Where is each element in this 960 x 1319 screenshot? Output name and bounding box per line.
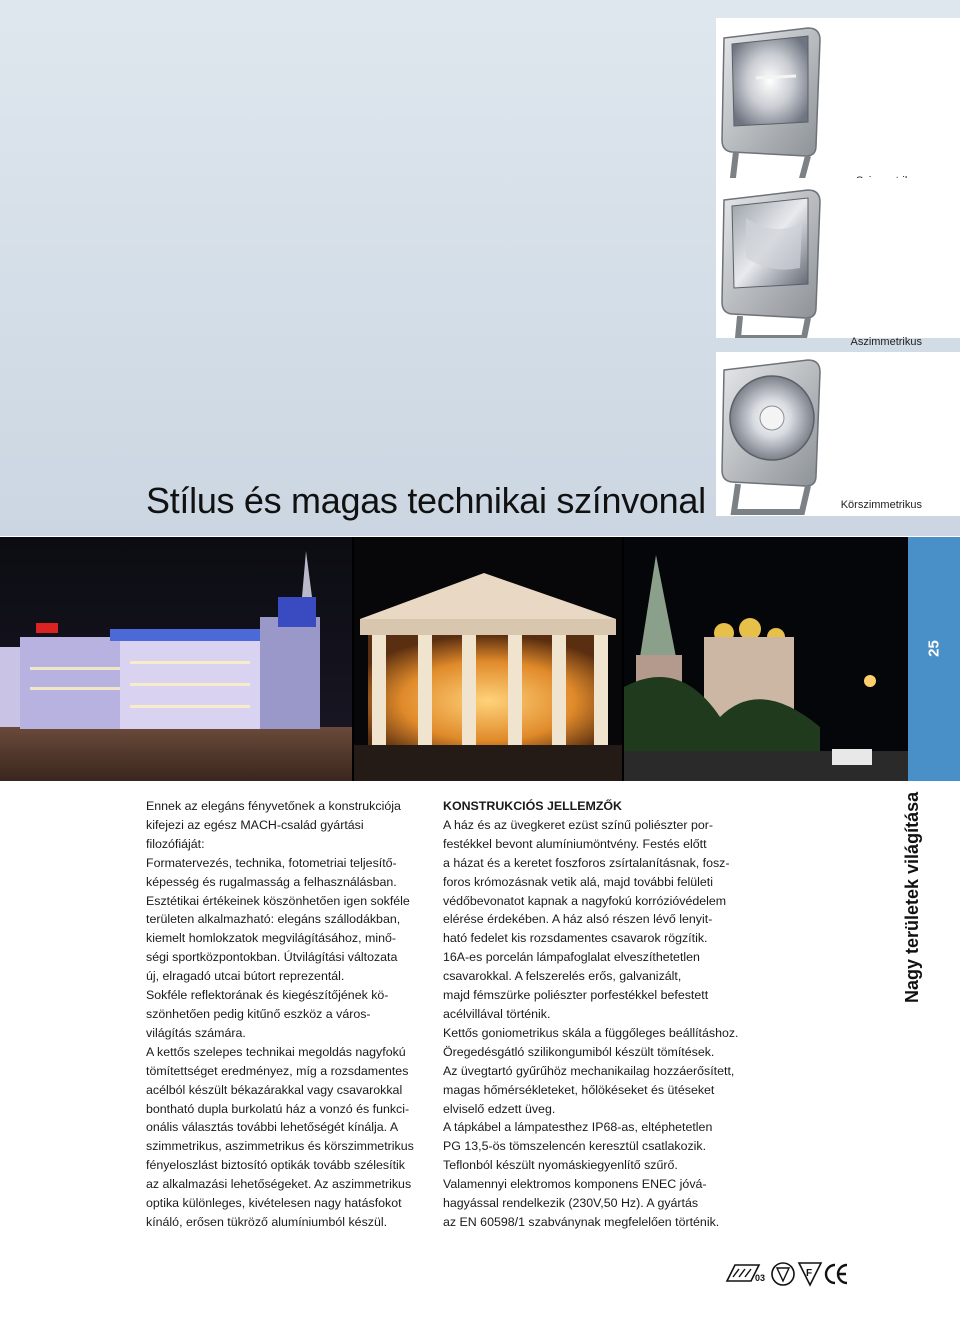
night-theatre-photo bbox=[354, 537, 622, 781]
certification-marks bbox=[725, 1259, 850, 1289]
page-number: 25 bbox=[925, 640, 943, 657]
floodlight-asymmetric-icon bbox=[716, 178, 960, 338]
side-title: Nagy területek világítása bbox=[902, 791, 922, 1003]
left-column bbox=[146, 797, 446, 1232]
svg-text:F: F bbox=[806, 1268, 813, 1279]
ce-mark-icon bbox=[826, 1265, 847, 1283]
left-column-text: Ennek az elegáns fényvetőnek a konstrukciója kifejezi az egész MACH-család gyártási filozófiáját: Formatervezés, technika, fotometriai teljesítő- képesség és rugalmasság a felhasználásban. Esztétikai értékeinek köszönhetően igen sokféle területen alkalmazható: elegáns szállodákban, kiemelt homlokzatok megvilágításához, minő- ségi sportközpontokban. Útvilágítási változata új, elragadó utcai bútort reprezentál. Sokféle reflektorának és kiegészítőjének kö- szönhetően pedig kitűnő eszköz a város- világítás számára. A kettős szelepes technikai megoldás nagyfokú tömítettséget eredményez, míg a rozsdamentes acélból készült békazárakkal vagy csavarokkal bontható dupla burkolatú ház a vonzó és funkci- onális választás további lehetőségét kínálja. A szimmetrikus, aszimmetrikus és körszimmetrikus fényeloszlást biztosító optikák tovább szélesítik az alkalmazási lehetőségeket. Az aszimmetrikus optika különleges, kivételesen nagy hatásfokot kínáló, erősen tükröző alumíniumból készül. bbox=[146, 799, 414, 1229]
f-mark-icon bbox=[799, 1263, 821, 1285]
product-circular bbox=[716, 352, 960, 516]
ip-mark-icon bbox=[772, 1263, 794, 1285]
enec-number: 03 bbox=[755, 1273, 766, 1283]
enec-mark-icon bbox=[727, 1265, 765, 1283]
product-label-circular: Körszimmetrikus bbox=[840, 499, 922, 511]
floodlight-symmetric-icon bbox=[716, 18, 960, 178]
product-label-asymmetric: Aszimmetrikus bbox=[850, 336, 922, 348]
night-building-photo bbox=[0, 537, 352, 781]
right-column-text: A ház és az üvegkeret ezüst színű poliészter por- festékkel bevont alumíniumöntvény. Festés előtt a házat és a keretet foszforos zsírtalanításnak, fosz- foros krómozásnak vetik alá, majd további felületi védőbevonatot kapnak a nagyfokú korrózióvédelem elérése érdekében. A ház alsó részen lévő lenyit- ható fedelet kis rozsdamentes csavarok rögzítik. 16A-es porcelán lámpafoglalat elveszíthetetlen csavarokkal. A felszerelés erős, galvanizált, majd fémszürke poliészter porfestékkel befestett acélvillával történik. Kettős goniometrikus skála a függőleges beállításhoz. Öregedésgátló szilikongumiból készült tömítések. Az üvegtartó gyűrűhöz mechanikailag hozzáerősített, magas hőmérsékleteket, hőlökéseket és ütéseket elviselő edzett üveg. A tápkábel a lámpatesthez IP68-as, eltéphetetlen PG 13,5-ös tömszelencén keresztül csatlakozik. Teflonból készült nyomáskiegyenlítő szűrő. Valamennyi elektromos komponens ENEC jóvá- hagyással rendelkezik (230V,50 Hz). A gyártás az EN 60598/1 szabványnak megfelelően történik. bbox=[443, 817, 739, 1229]
floodlight-circular-icon bbox=[716, 352, 960, 516]
photo-strip bbox=[0, 537, 908, 781]
product-asymmetric bbox=[716, 178, 960, 348]
right-column bbox=[443, 797, 773, 1232]
section-heading: KONSTRUKCIÓS JELLEMZŐK bbox=[443, 799, 622, 813]
product-symmetric bbox=[716, 18, 960, 178]
page-title: Stílus és magas technikai színvonal bbox=[146, 480, 706, 521]
night-church-photo bbox=[624, 537, 908, 781]
